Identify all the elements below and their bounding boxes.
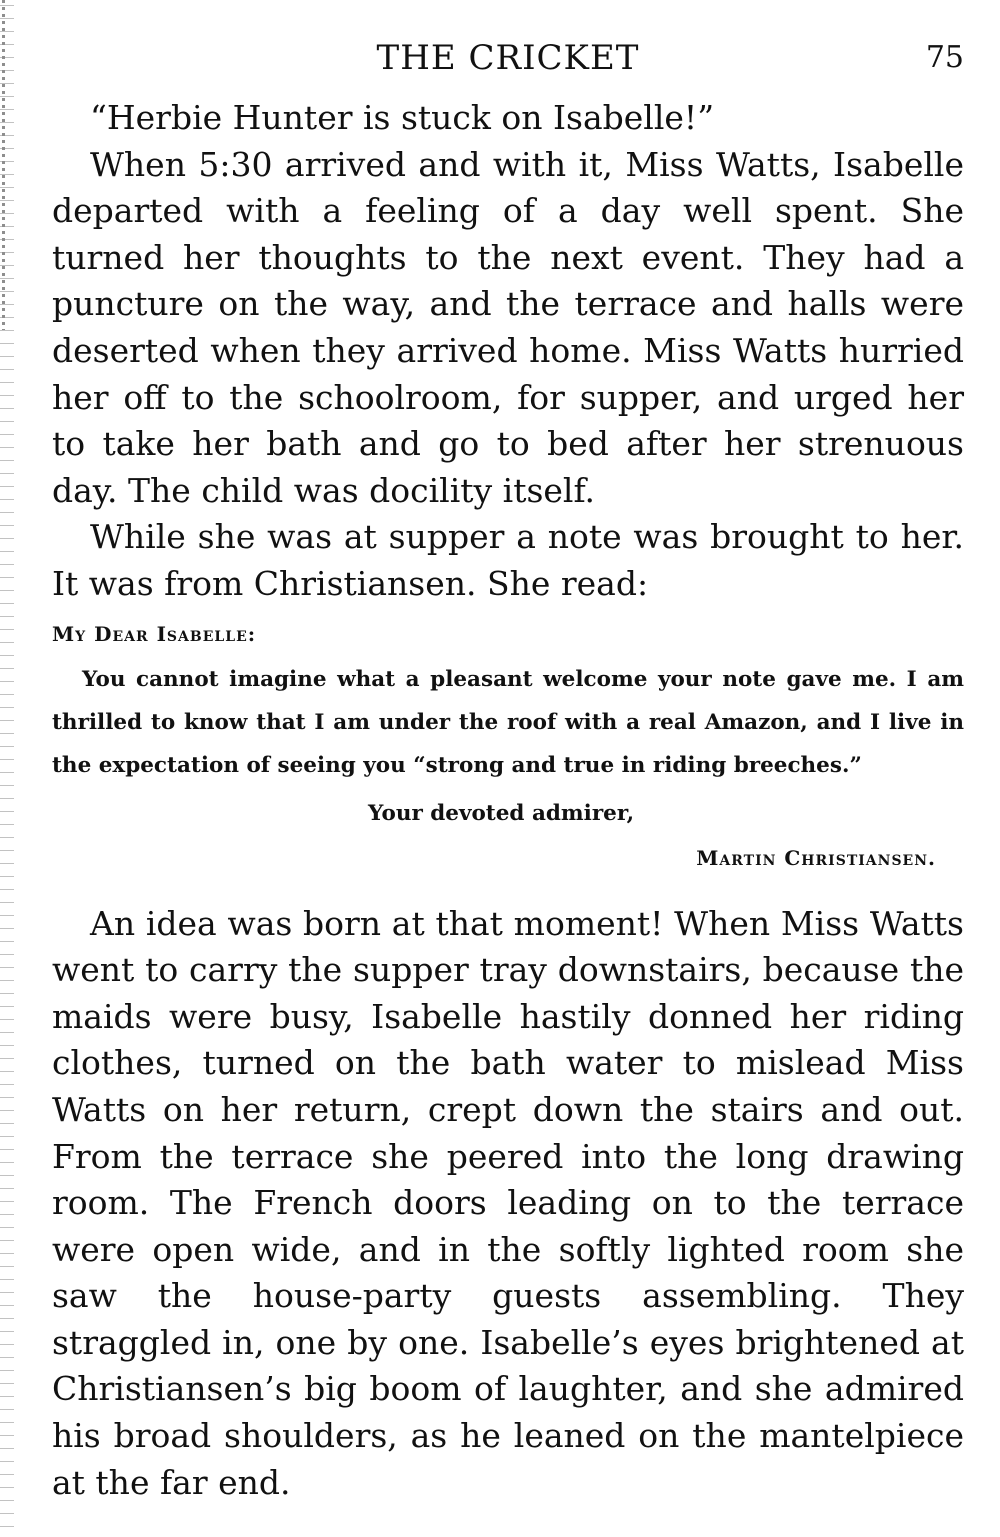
page-binding-edge xyxy=(0,0,14,1537)
paragraph-idea: An idea was born at that moment! When Miss Watts went to carry the supper tray downstairs, because the maids were busy, Isabelle hastily donned her riding clothes, turned on the bath water to mislead Miss Watts on her return, crept down the stairs and out. From the terrace she peered into the long drawing room. The French doors leading on to the terrace were open wide, and in the softly lighted room she saw the house-party guests assembling. They straggled in, one by one. Isabelle’s eyes brightened at Christiansen’s big boom of laughter, and she admired his broad shoulders, as he leaned on the mantelpiece at the far end. xyxy=(52,903,964,1502)
letter-body: You cannot imagine what a pleasant welcome your note gave me. I am thrilled to know that I am under the roof with a real Amazon, and I live in the expectation of seeing you “strong and true in riding breeches.” xyxy=(52,666,964,778)
paragraph-arrival: When 5:30 arrived and with it, Miss Watts, Isabelle departed with a feeling of a day well spent. She turned her thoughts to the next event. They had a puncture on the way, and the terrace and halls were deserted when they arrived home. Miss Watts hurried her off to the schoolroom, for supper, and urged her to take her bath and go to bed after her strenuous day. The child was docility itself. xyxy=(52,144,964,510)
letter-signature: Martin Christiansen. xyxy=(696,845,936,870)
running-header xyxy=(52,36,964,80)
quoted-letter xyxy=(52,618,964,879)
paragraph-dialogue: “Herbie Hunter is stuck on Isabelle!” xyxy=(90,98,715,137)
running-title: THE CRICKET xyxy=(376,38,640,78)
body-text xyxy=(52,95,964,1506)
page-number: 75 xyxy=(925,40,964,75)
letter-salutation: My Dear Isabelle: xyxy=(52,621,257,646)
paragraph-note: While she was at supper a note was brought to her. It was from Christiansen. She read: xyxy=(52,517,964,603)
letter-closing: Your devoted admirer, xyxy=(368,800,635,826)
